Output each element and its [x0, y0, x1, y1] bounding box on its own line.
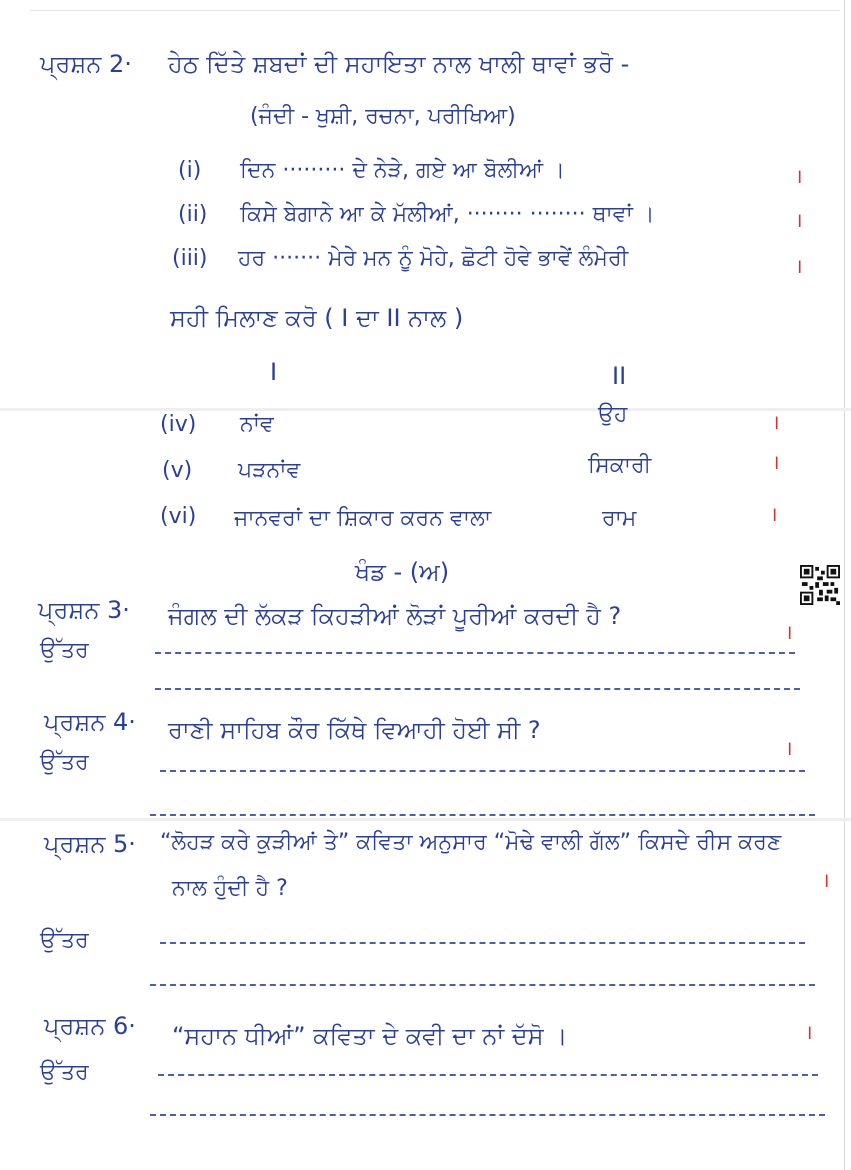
q2-item-num: (iii)	[172, 246, 208, 271]
answer-line	[158, 1074, 818, 1076]
q5-answer-label: ਉੱਤਰ	[40, 928, 89, 953]
answer-line	[160, 942, 805, 944]
q2-item-tick: ।	[795, 164, 803, 188]
match-row-tick: ।	[772, 410, 780, 434]
q4-tick: ।	[785, 736, 793, 760]
paper-fold-line	[0, 818, 851, 821]
q2-item-num: (i)	[178, 158, 202, 183]
answer-line	[155, 688, 800, 690]
q6-label: ਪ੍ਰਸ਼ਨ 6·	[44, 1012, 136, 1040]
answer-line	[150, 814, 815, 816]
q6-tick: ।	[805, 1020, 813, 1044]
q4-answer-label: ਉੱਤਰ	[40, 750, 89, 775]
q2-word-options: (ਜੰਦੀ - ਖੁਸ਼ੀ, ਰਚਨਾ, ਪਰੀਖਿਆ)	[250, 104, 516, 129]
q6-text: “ਸਹਾਨ ਧੀਆਂ” ਕਵਿਤਾ ਦੇ ਕਵੀ ਦਾ ਨਾਂ ਦੱਸੋ ।	[172, 1022, 568, 1050]
page-edge-top	[30, 10, 840, 11]
q2-label: ਪ੍ਰਸ਼ਨ 2·	[40, 50, 132, 78]
q5-text-line-2: ਨਾਲ ਹੁੰਦੀ ਹੈ ?	[172, 876, 288, 901]
qr-code-icon	[800, 565, 840, 605]
q3-tick: ।	[785, 620, 793, 644]
answer-line	[160, 770, 805, 772]
match-right-item: ਰਾਮ	[602, 506, 637, 531]
match-instruction: ਸਹੀ ਮਿਲਾਣ ਕਰੋ ( I ਦਾ II ਨਾਲ )	[170, 304, 464, 332]
match-row-num: (v)	[162, 458, 193, 483]
q2-item-tick: ।	[795, 254, 803, 278]
match-row-tick: ।	[770, 502, 778, 526]
q3-text: ਜੰਗਲ ਦੀ ਲੱਕੜ ਕਿਹੜੀਆਂ ਲੋੜਾਂ ਪੂਰੀਆਂ ਕਰਦੀ ਹੈ ?	[168, 602, 622, 630]
match-left-item: ਨਾਂਵ	[240, 412, 274, 437]
q2-instruction: ਹੇਠ ਦਿੱਤੇ ਸ਼ਬਦਾਂ ਦੀ ਸਹਾਇਤਾ ਨਾਲ ਖਾਲੀ ਥਾਵਾਂ ਭਰੋ -	[168, 50, 630, 78]
q3-answer-label: ਉੱਤਰ	[40, 638, 89, 663]
match-col2-heading: II	[612, 362, 627, 390]
q5-text-line-1: “ਲੋਹੜ ਕਰੇ ਕੁੜੀਆਂ ਤੇ” ਕਵਿਤਾ ਅਨੁਸਾਰ “ਮੋਢੇ ਵਾਲੀ ਗੱਲ” ਕਿਸਦੇ ਰੀਸ ਕਰਣ	[160, 830, 782, 855]
q2-item-text: ਹਰ ······· ਮੇਰੇ ਮਨ ਨੂੰ ਮੋਹੇ, ਛੋਟੀ ਹੋਵੇ ਭਾਵੇਂ ਲੰਮੇਰੀ	[238, 246, 629, 271]
answer-line	[155, 652, 795, 654]
match-left-item: ਪੜਨਾਂਵ	[238, 458, 301, 483]
q2-item-text: ਦਿਨ ········· ਦੇ ਨੇੜੇ, ਗਏ ਆ ਬੋਲੀਆਂ ।	[240, 158, 565, 183]
q4-label: ਪ੍ਰਸ਼ਨ 4·	[44, 708, 136, 736]
q4-text: ਰਾਣੀ ਸਾਹਿਬ ਕੌਰ ਕਿੱਥੇ ਵਿਆਹੀ ਹੋਈ ਸੀ ?	[168, 716, 541, 744]
match-row-tick: ।	[772, 450, 780, 474]
match-right-item: ਸਿਕਾਰੀ	[588, 453, 652, 478]
q2-item-num: (ii)	[178, 202, 208, 227]
q5-tick: ।	[822, 868, 830, 892]
match-row-num: (iv)	[160, 412, 197, 437]
q3-label: ਪ੍ਰਸ਼ਨ 3·	[38, 596, 130, 624]
match-row-num: (vi)	[160, 504, 197, 529]
q6-answer-label: ਉੱਤਰ	[40, 1060, 89, 1085]
q2-item-tick: ।	[795, 208, 803, 232]
page-edge-right	[844, 0, 845, 1170]
answer-line	[150, 984, 815, 986]
section-heading: ਖੰਡ - (ਅ)	[355, 558, 450, 586]
q2-item-text: ਕਿਸੇ ਬੇਗਾਨੇ ਆ ਕੇ ਮੱਲੀਆਂ, ········ ········ ਥਾਵਾਂ ।	[240, 202, 655, 227]
match-col1-heading: I	[270, 358, 278, 386]
match-left-item: ਜਾਨਵਰਾਂ ਦਾ ਸ਼ਿਕਾਰ ਕਰਨ ਵਾਲਾ	[234, 506, 492, 531]
answer-line	[150, 1114, 825, 1116]
match-right-item: ਉਹ	[598, 402, 628, 427]
q5-label: ਪ੍ਰਸ਼ਨ 5·	[44, 830, 136, 858]
paper-fold-line	[0, 408, 851, 411]
